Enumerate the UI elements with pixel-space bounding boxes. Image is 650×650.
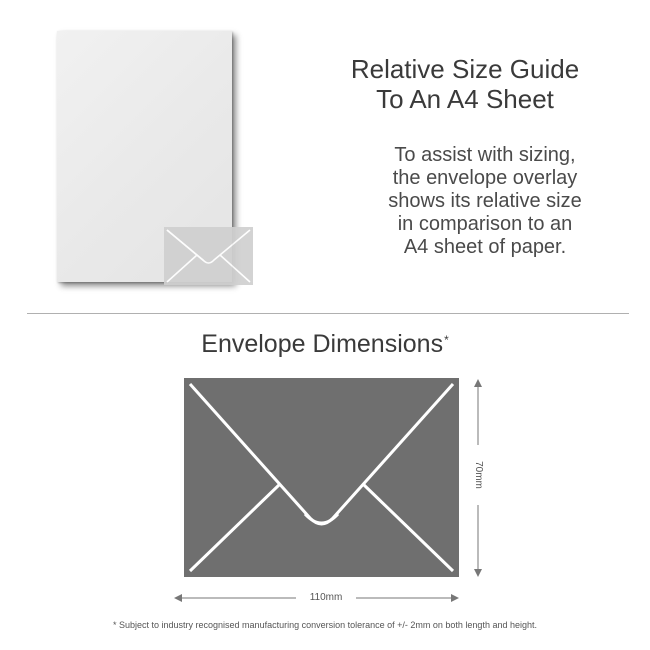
guide-description-line: the envelope overlay (392, 167, 578, 189)
envelope-overlay-icon (164, 227, 253, 285)
dimensions-title-text: Envelope Dimensions (201, 330, 444, 358)
guide-title (300, 54, 630, 114)
guide-description-line: in comparison to an (397, 213, 573, 235)
guide-description (330, 144, 640, 259)
dimensions-title-marker: * (444, 333, 449, 347)
width-label: 110mm (296, 591, 356, 605)
height-label: 70mm (471, 445, 485, 505)
guide-description-line: To assist with sizing, (394, 144, 576, 166)
section-divider (27, 313, 629, 314)
guide-description-line: shows its relative size (388, 190, 582, 212)
dimensions-title (0, 329, 650, 359)
envelope-diagram-icon (184, 378, 459, 577)
guide-title-line-1: Relative Size Guide (350, 54, 580, 84)
guide-title-line-2: To An A4 Sheet (376, 84, 554, 114)
tolerance-footnote: * Subject to industry recognised manufacturing conversion tolerance of +/- 2mm on both length and height. (112, 620, 537, 630)
guide-description-line: A4 sheet of paper. (403, 236, 567, 258)
